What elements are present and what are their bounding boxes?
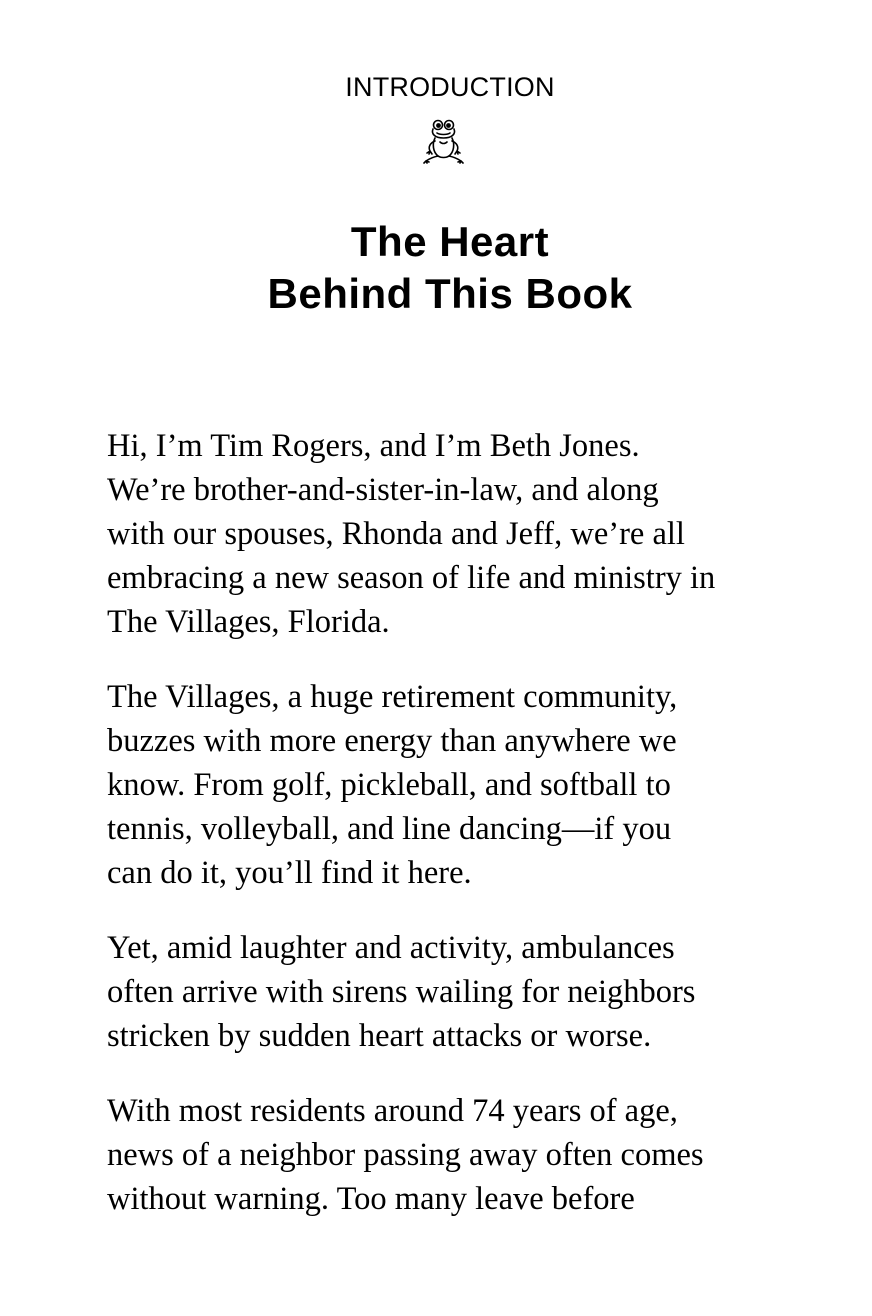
text-line: news of a neighbor passing away often comes (107, 1137, 704, 1173)
chapter-title (0, 216, 872, 320)
text-line: embracing a new season of life and ministry in (107, 560, 716, 596)
text-line: We’re brother-and-sister-in-law, and along (107, 472, 659, 508)
paragraph (107, 926, 807, 1058)
text-line: buzzes with more energy than anywhere we (107, 723, 677, 759)
chapter-title-line-2: Behind This Book (267, 270, 633, 317)
text-line: can do it, you’ll find it here. (107, 855, 472, 891)
text-line: The Villages, a huge retirement community, (107, 679, 678, 715)
text-line: without warning. Too many leave before (107, 1181, 635, 1217)
text-line: often arrive with sirens wailing for neighbors (107, 974, 696, 1010)
frog-icon (421, 118, 467, 164)
paragraph (107, 675, 807, 895)
paragraph (107, 424, 807, 644)
text-line: stricken by sudden heart attacks or worse. (107, 1018, 652, 1054)
body-text (107, 424, 807, 1252)
text-line: With most residents around 74 years of age, (107, 1093, 678, 1129)
paragraph (107, 1089, 807, 1221)
text-line: know. From golf, pickleball, and softball to (107, 767, 671, 803)
text-line: with our spouses, Rhonda and Jeff, we’re all (107, 516, 685, 552)
text-line: Hi, I’m Tim Rogers, and I’m Beth Jones. (107, 428, 640, 464)
section-label: INTRODUCTION (345, 72, 555, 102)
chapter-title-line-1: The Heart (350, 218, 550, 265)
text-line: Yet, amid laughter and activity, ambulances (107, 930, 675, 966)
text-line: tennis, volleyball, and line dancing—if you (107, 811, 672, 847)
text-line: The Villages, Florida. (107, 604, 390, 640)
